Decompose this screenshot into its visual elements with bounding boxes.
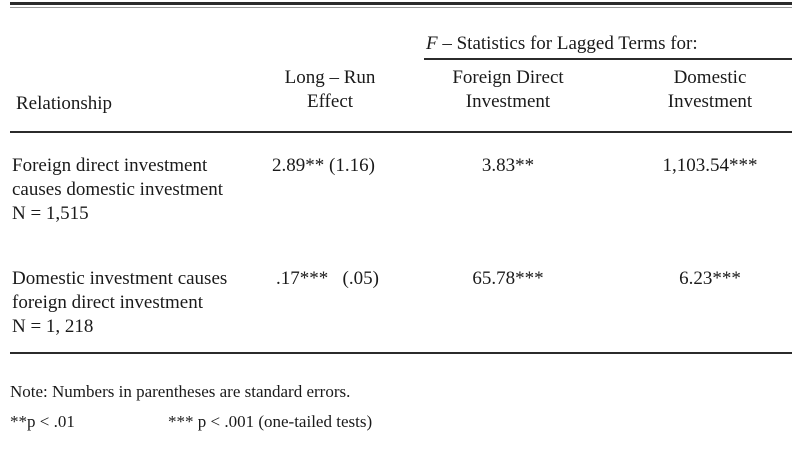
long-run-header-line1: Long – Run [284,67,376,88]
row1-di: 1,103.54*** [662,155,758,176]
note-significance-01: **p < .01 [10,412,75,431]
row1-long-run: 2.89** (1.16) [272,155,375,176]
f-stat-title: – Statistics for Lagged Terms for: [437,33,698,54]
row2-relationship-line1: Domestic investment causes [12,268,228,289]
table-row [12,267,227,339]
row1-n: N = 1,515 [12,203,89,224]
di-header-line1: Domestic [673,67,747,88]
f-stat-header [426,32,698,56]
note-standard-errors: Note: Numbers in parentheses are standard errors. [10,382,351,401]
row1-relationship-line1: Foreign direct investment [12,155,208,176]
table-row [12,154,223,226]
f-stat-underline [424,58,792,60]
top-rule-thin [10,7,792,8]
header-rule [10,131,792,133]
row2-long-run: .17*** (.05) [276,268,379,289]
fdi-header [418,66,598,114]
relationship-header: Relationship [16,93,113,114]
fdi-header-line2: Investment [465,91,551,112]
long-run-header [255,66,405,114]
row2-fdi: 65.78*** [472,268,544,289]
row2-n: N = 1, 218 [12,316,94,337]
row1-fdi: 3.83** [481,155,535,176]
bottom-rule [10,352,792,354]
top-rule [10,2,792,5]
fdi-header-line1: Foreign Direct [452,67,564,88]
note-significance-001: *** p < .001 (one-tailed tests) [168,412,373,431]
di-header-line2: Investment [667,91,753,112]
di-header [620,66,800,114]
row1-relationship-line2: causes domestic investment [12,179,224,200]
row2-di: 6.23*** [679,268,741,289]
long-run-header-line2: Effect [306,91,354,112]
row2-relationship-line2: foreign direct investment [12,292,203,313]
f-stat-letter: F [426,33,438,54]
